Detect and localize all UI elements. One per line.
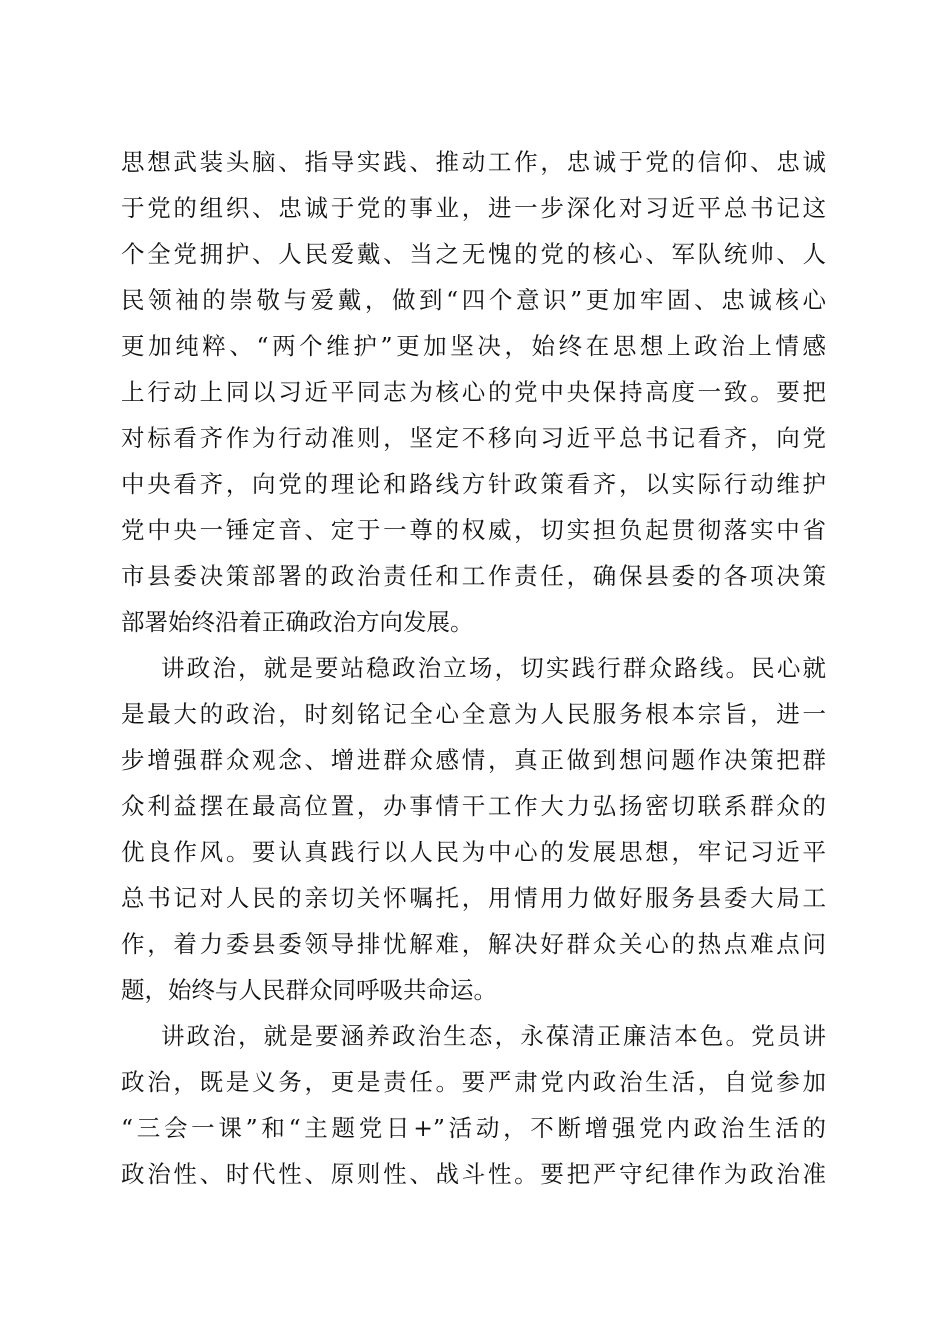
- text-line: 上行动上同以习近平同志为核心的党中央保持高度一致。要把: [121, 378, 826, 406]
- text-line: 作，着力委县委领导排忧解难，解决好群众关心的热点难点问: [121, 930, 826, 958]
- paragraph-mass-line: [121, 645, 826, 1013]
- text-line: “三会一课”和“主题党日+”活动，不断增强党内政治生活的: [121, 1114, 826, 1142]
- text-line: 讲政治，就是要站稳政治立场，切实践行群众路线。民心就: [161, 654, 826, 682]
- text-line: 思想武装头脑、指导实践、推动工作，忠诚于党的信仰、忠诚: [121, 148, 826, 176]
- text-line: 市县委决策部署的政治责任和工作责任，确保县委的各项决策: [121, 562, 826, 590]
- text-line: 众利益摆在最高位置，办事情干工作大力弘扬密切联系群众的: [121, 792, 826, 820]
- paragraph-political-ecology: [121, 1013, 826, 1197]
- text-line: 政治，既是义务，更是责任。要严肃党内政治生活，自觉参加: [121, 1068, 826, 1096]
- text-line: 中央看齐，向党的理论和路线方针政策看齐，以实际行动维护: [121, 470, 826, 498]
- text-line: 部署始终沿着正确政治方向发展。: [121, 608, 474, 636]
- text-line: 民领袖的崇敬与爱戴，做到“四个意识”更加牢固、忠诚核心: [121, 286, 826, 314]
- paragraph-continued: [121, 139, 826, 645]
- text-line: 是最大的政治，时刻铭记全心全意为人民服务根本宗旨，进一: [121, 700, 826, 728]
- text-line: 优良作风。要认真践行以人民为中心的发展思想，牢记习近平: [121, 838, 826, 866]
- document-body: [121, 139, 826, 1197]
- text-line: 个全党拥护、人民爱戴、当之无愧的党的核心、军队统帅、人: [121, 240, 826, 268]
- text-line: 讲政治，就是要涵养政治生态，永葆清正廉洁本色。党员讲: [161, 1022, 826, 1050]
- text-line: 题，始终与人民群众同呼吸共命运。: [121, 976, 497, 1004]
- text-line: 步增强群众观念、增进群众感情，真正做到想问题作决策把群: [121, 746, 826, 774]
- text-line: 党中央一锤定音、定于一尊的权威，切实担负起贯彻落实中省: [121, 516, 826, 544]
- text-line: 对标看齐作为行动准则，坚定不移向习近平总书记看齐，向党: [121, 424, 826, 452]
- text-line: 总书记对人民的亲切关怀嘱托，用情用力做好服务县委大局工: [121, 884, 826, 912]
- text-line: 政治性、时代性、原则性、战斗性。要把严守纪律作为政治准: [121, 1160, 826, 1188]
- text-line: 更加纯粹、“两个维护”更加坚决，始终在思想上政治上情感: [121, 332, 826, 360]
- text-line: 于党的组织、忠诚于党的事业，进一步深化对习近平总书记这: [121, 194, 826, 222]
